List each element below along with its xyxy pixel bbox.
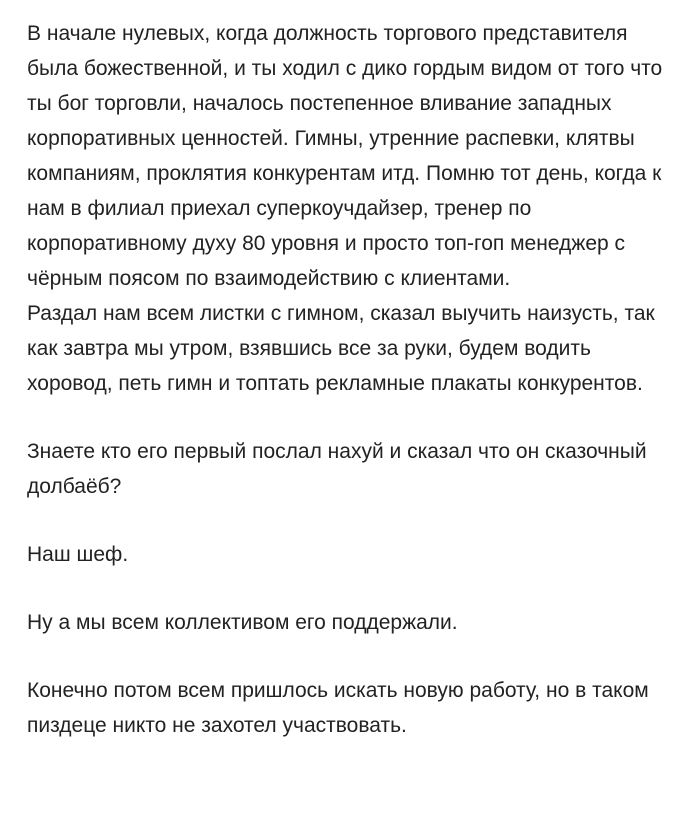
post-paragraph-3: Наш шеф. bbox=[27, 543, 129, 566]
post-body bbox=[27, 16, 677, 743]
post-paragraph-1: В начале нулевых, когда должность торгового представителя была божественной, и ты ходил с дико гордым видом от того что ты бог торговли, началось постепенное вливание западных корпоративных ценностей. Гимны, утренние распевки, клятвы компаниям, проклятия конкурентам итд. Помню тот день, когда к нам в филиал приехал суперкоучдайзер, тренер по корпоративному духу 80 уровня и просто топ-гоп менеджер с чёрным поясом по взаимодействию с клиентами. Раздал нам всем листки с гимном, сказал выучить наизусть, так как завтра мы утром, взявшись все за руки, будем водить хоровод, петь гимн и топтать рекламные плакаты конкурентов. bbox=[27, 22, 663, 395]
post-paragraph-2: Знаете кто его первый послал нахуй и сказал что он сказочный долбаёб? bbox=[27, 440, 647, 498]
post-paragraph-5: Конечно потом всем пришлось искать новую работу, но в таком пиздеце никто не захотел участвовать. bbox=[27, 679, 649, 737]
post-paragraph-4: Ну а мы всем коллективом его поддержали. bbox=[27, 611, 458, 634]
